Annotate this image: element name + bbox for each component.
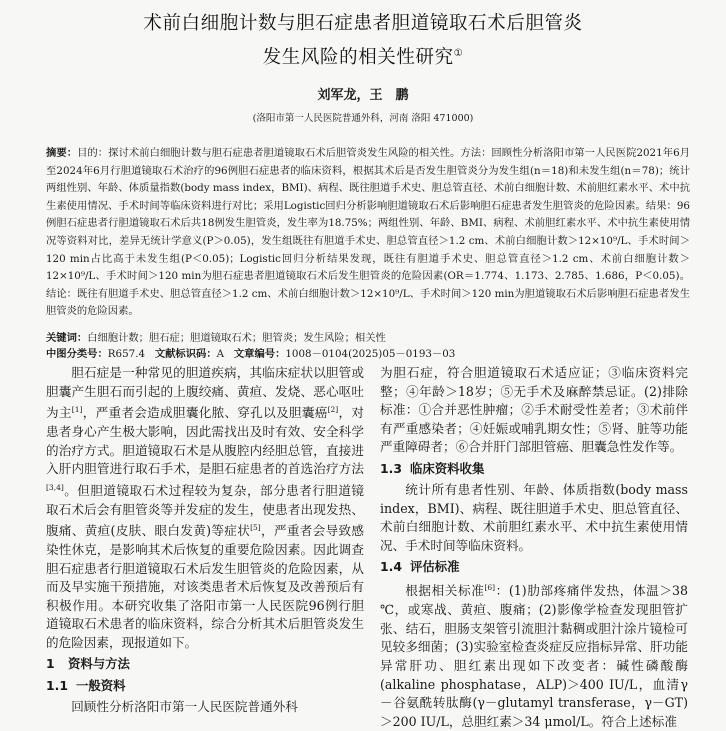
section-heading-1-1 — [46, 676, 364, 696]
data-collection-paragraph: 统计所有患者性别、年龄、体质指数(body mass index，BMI)、病程、既往胆道手术史、胆总管直径、术前白细胞计数、术前胆红素水平、术中抗生素使用情况、手术时间等临床资料。 — [380, 481, 688, 553]
citation-3-4: [3,4] — [46, 482, 64, 492]
intro-text-2: ，严重者会造成胆囊化脓、穿孔以及胆囊癌 — [82, 405, 328, 421]
doc-code-value: A — [216, 348, 225, 360]
abstract-text: 目的：探讨术前白细胞计数与胆石症患者胆道镜取石术后胆管炎发生风险的相关性。方法：回顾性分析洛阳市第一人民医院2021年6月至2024年6月行胆道镜取石术治疗的96例胆石症患者的临床资料，根据其术后是否发生胆管炎分为发生组(n＝18)和未发生组(n＝78)；统计两组性别、年龄、体质量指数(body mass index，BMI)、病程、既往胆道手术史、胆总管直径、术前白细胞计数、术前胆红素水平、术中抗生素使用情况、手术时间等临床资料进行对比；采用Logistic回归分析影响胆道镜取石术后影响胆石症患者发生胆管炎的危险因素。结果：96例胆石症患者行胆道镜取石术后共18例发生胆管炎，发生率为18.75%；两组性别、年龄、BMI、病程、术前胆红素水平、术中抗生素使用情况等资料对比，差异无统计学意义(P＞0.05)，发生组既往有胆道手术史、胆总管直径＞1.2 cm、术前白细胞计数＞12×10⁹/L、手术时间＞120 min占比高于未发生组(P＜0.05)；Logistic回归分析结果发现，既往有胆道手术史、胆总管直径＞1.2 cm、术前白细胞计数＞12×10⁹/L、手术时间＞120 min为胆石症患者胆道镜取石术后发生胆管炎的危险因素(OR＝1.774、1.173、2.785、1.686，P＜0.05)。结论：既往有胆道手术史、胆总管直径＞1.2 cm、术前白细胞计数＞12×10⁹/L、手术时间＞120 min为胆道镜取石术后影响胆石症患者发生胆管炎的危险因素。 — [46, 147, 690, 318]
doc-code-label: 文献标识码： — [154, 348, 217, 360]
section-1-1-title: 一般资料 — [76, 678, 126, 694]
abstract — [46, 145, 690, 321]
body-column-left — [46, 364, 364, 717]
clc-label: 中图分类号： — [46, 348, 108, 360]
article-no-value: 1008－0104(2025)05－0193－03 — [285, 348, 456, 360]
classification-line — [46, 346, 690, 362]
citation-6: [6] — [484, 583, 496, 593]
article-no-label: 文章编号： — [233, 348, 286, 360]
criteria-paragraph: 为胆石症，符合胆道镜取石术适应证；③临床资料完整；④年龄＞18岁；⑤无手术及麻醉禁忌证。(2)排除标准：①合并恶性肿瘤；②手术耐受性差者；③术前伴有严重感染者；④妊娠或哺乳期女性；⑤肾、脏等功能严重障碍者；⑥合并肝门部胆管癌、胆囊急性发作等。 — [380, 365, 688, 455]
section-1-title: 资料与方法 — [68, 656, 130, 672]
citation-5: [5] — [250, 523, 261, 533]
citation-1: [1] — [71, 405, 83, 415]
intro-paragraph — [46, 364, 364, 652]
section-heading-1-4 — [380, 557, 688, 577]
authors: 刘军龙，王 鹏 — [317, 88, 409, 103]
intro-text-5: ，严重者会导致感染性休克，是影响其术后恢复的重要危险因素。因此调查胆石症患者行胆道镜取石术后发生胆管炎的危险因素，从而及早实施干预措施，对该类患者术后恢复及改善预后有积极作用。本研究收集了洛阳市第一人民医院96例行胆道镜取石术患者的临床资料，综合分析其术后胆管炎发生的危险因素，现报道如下。 — [46, 523, 365, 650]
section-heading-1-3 — [380, 459, 688, 479]
evaluation-text-2: ：(1)肋部疼痛伴发热，体温＞38 ℃，或寒战、黄疸、腹痛；(2)影像学检查发现胆管扩张、结石，胆肠支架管引流胆汁黏稠或胆汁涂片镜检可见较多细菌；(3)实验室检查炎症反应指标异常、肝功能异常肝功、胆红素出现如下改变者：碱性磷酸酶(alkaline phosphatase，ALP)＞400 IU/L，血清γ－谷氨酰转肽酶(γ－glutamyl transferase，γ－GT)＞200 IU/L，总胆红素＞34 μmol/L。符合上述标准 — [380, 583, 688, 729]
intro-text-1: 胆石症是一种常见的胆道疾病，其临床症状以胆管或胆囊产生胆石而引起的上腹绞痛、黄疸、发烧、恶心呕吐为主 — [46, 365, 364, 421]
title-line-1: 术前白细胞计数与胆石症患者胆道镜取石术后胆管炎 — [143, 13, 583, 34]
clc-value: R657.4 — [107, 348, 146, 360]
section-heading-1 — [46, 654, 364, 674]
section-1-number: 1 — [46, 656, 55, 672]
body-column-right — [380, 364, 688, 731]
section-1-3-number: 1.3 — [380, 460, 402, 476]
title-footnote-mark: ① — [453, 48, 464, 59]
intro-text-3: ，对患者身心产生极大影响，因此需找出及时有效、安全科学的治疗方式。胆道镜取石术是从腹腔内经胆总管，直接进入肝内胆管进行取石手术，是胆石症患者的首选治疗方法 — [46, 405, 365, 477]
section-1-3-title: 临床资料收集 — [410, 460, 485, 476]
keywords — [46, 330, 690, 346]
abstract-label: 摘要： — [46, 147, 78, 159]
keywords-label: 关键词： — [46, 332, 88, 344]
section-1-4-number: 1.4 — [380, 559, 402, 575]
title-line-2-text: 发生风险的相关性研究 — [262, 47, 454, 69]
title-line-2 — [0, 40, 726, 72]
citation-2: [2] — [327, 405, 339, 415]
intro-text-4: 。但胆道镜取石术过程较为复杂，部分患者行胆道镜取石术后会有胆管炎等并发症的发生，使患者出现发热、腹痛、黄疸(皮肤、眼白发黄)等症状 — [46, 482, 364, 539]
evaluation-paragraph — [380, 579, 688, 731]
general-data-paragraph: 回顾性分析洛阳市第一人民医院普通外科 — [71, 699, 298, 715]
keywords-text: 白细胞计数；胆石症；胆道镜取石术；胆管炎；发生风险；相关性 — [87, 332, 386, 344]
section-1-1-number: 1.1 — [46, 678, 68, 694]
affiliation: (洛阳市第一人民医院普通外科，河南 洛阳 471000) — [252, 113, 474, 124]
evaluation-text-1: 根据相关标准 — [405, 583, 485, 599]
section-1-4-title: 评估标准 — [410, 559, 460, 575]
